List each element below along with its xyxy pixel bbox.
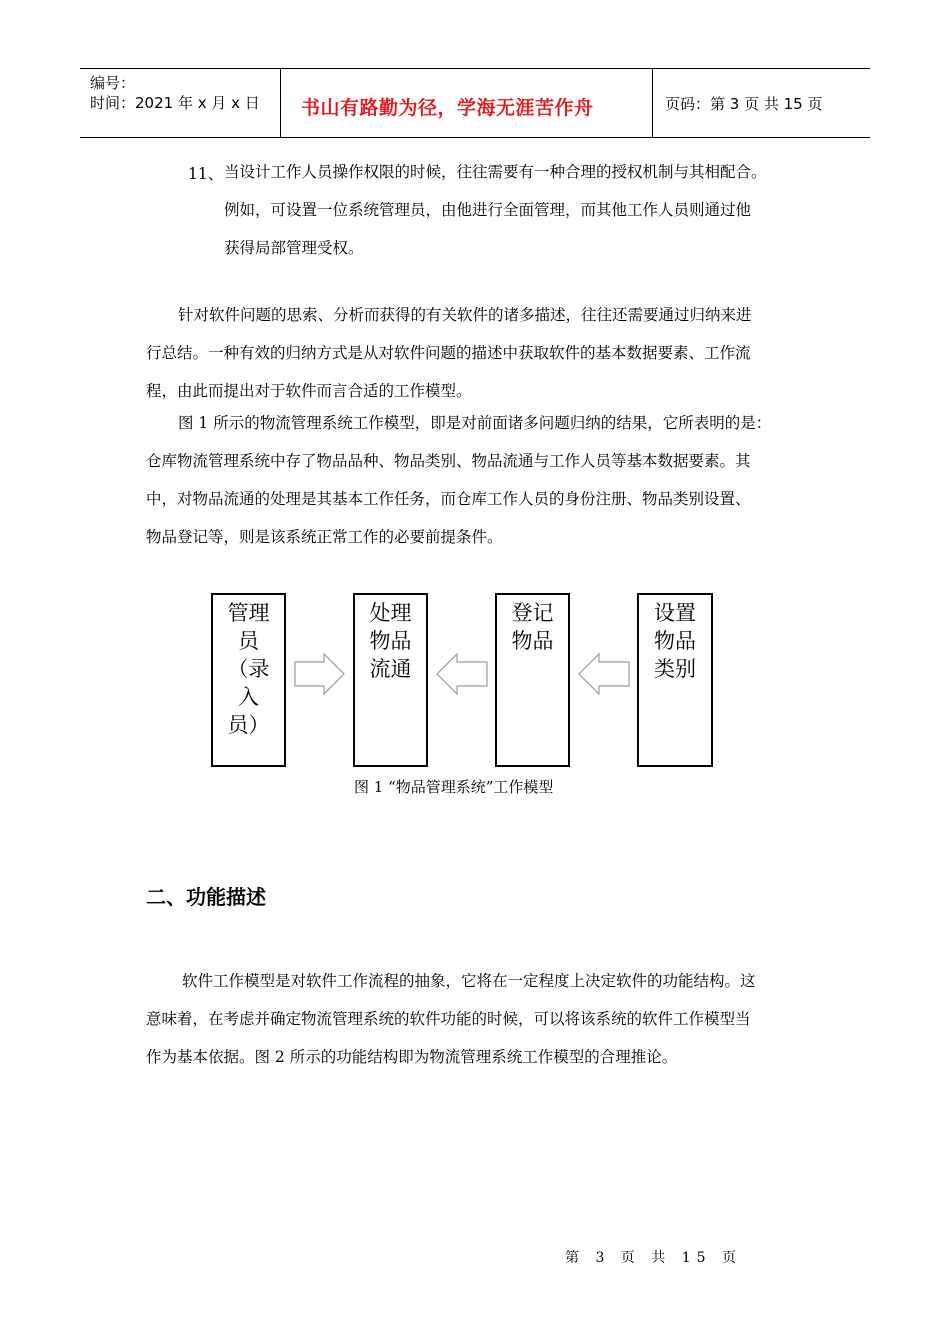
header-page-info: 页码：第 3 页 共 15 页 [665, 95, 823, 113]
section-title: 二、功能描述 [146, 885, 266, 909]
right-arrow-icon [295, 654, 344, 694]
text-line: 仓库物流管理系统中存了物品品种、物品类别、物品流通与工作人员等基本数据要素。其 [146, 452, 751, 470]
left-arrow-icon [437, 654, 487, 694]
header-motto: 书山有路勤为径，学海无涯苦作舟 [301, 97, 594, 119]
box-label: 登记 物品 [511, 601, 554, 653]
text-line: 当设计工作人员操作权限的时候，往往需要有一种合理的授权机制与其相配合。 [224, 163, 767, 181]
box-label: 管理 员 （录 入 员） [227, 601, 270, 737]
text-line: 软件工作模型是对软件工作流程的抽象，它将在一定程度上决定软件的功能结构。这 [182, 972, 756, 990]
text-line: 获得局部管理受权。 [224, 239, 364, 257]
text-line: 作为基本依据。图 2 所示的功能结构即为物流管理系统工作模型的合理推论。 [146, 1048, 678, 1066]
text-line: 例如，可设置一位系统管理员，由他进行全面管理，而其他工作人员则通过他 [224, 201, 752, 219]
section-2-paragraph [146, 962, 756, 1076]
left-arrow-icon [579, 654, 629, 694]
date-label: 时间：2021 年 x 月 x 日 [90, 94, 260, 112]
text-line: 意味着，在考虑并确定物流管理系统的软件功能的时候，可以将该系统的软件工作模型当 [146, 1010, 751, 1028]
number-label: 编号： [90, 74, 136, 92]
box-label: 处理 物品 流通 [369, 601, 412, 681]
figure-caption: 图 1 “物品管理系统”工作模型 [354, 778, 554, 796]
text-line: 针对软件问题的思索、分析而获得的有关软件的诸多描述，往往还需要通过归纳来进 [178, 306, 752, 324]
page-footer: 第 3 页 共 15 页 [565, 1250, 742, 1266]
text-line: 中，对物品流通的处理是其基本工作任务，而仓库工作人员的身份注册、物品类别设置、 [146, 490, 751, 508]
text-line: 物品登记等，则是该系统正常工作的必要前提条件。 [146, 528, 503, 546]
item-number: 11、 [188, 165, 224, 183]
text-line: 行总结。一种有效的归纳方式是从对软件问题的描述中获取软件的基本数据要素、工作流 [146, 344, 751, 362]
box-label: 设置 物品 类别 [654, 601, 696, 681]
text-line: 图 1 所示的物流管理系统工作模型，即是对前面诸多问题归纳的结果，它所表明的是： [178, 414, 772, 432]
text-line: 程，由此而提出对于软件而言合适的工作模型。 [146, 382, 472, 400]
